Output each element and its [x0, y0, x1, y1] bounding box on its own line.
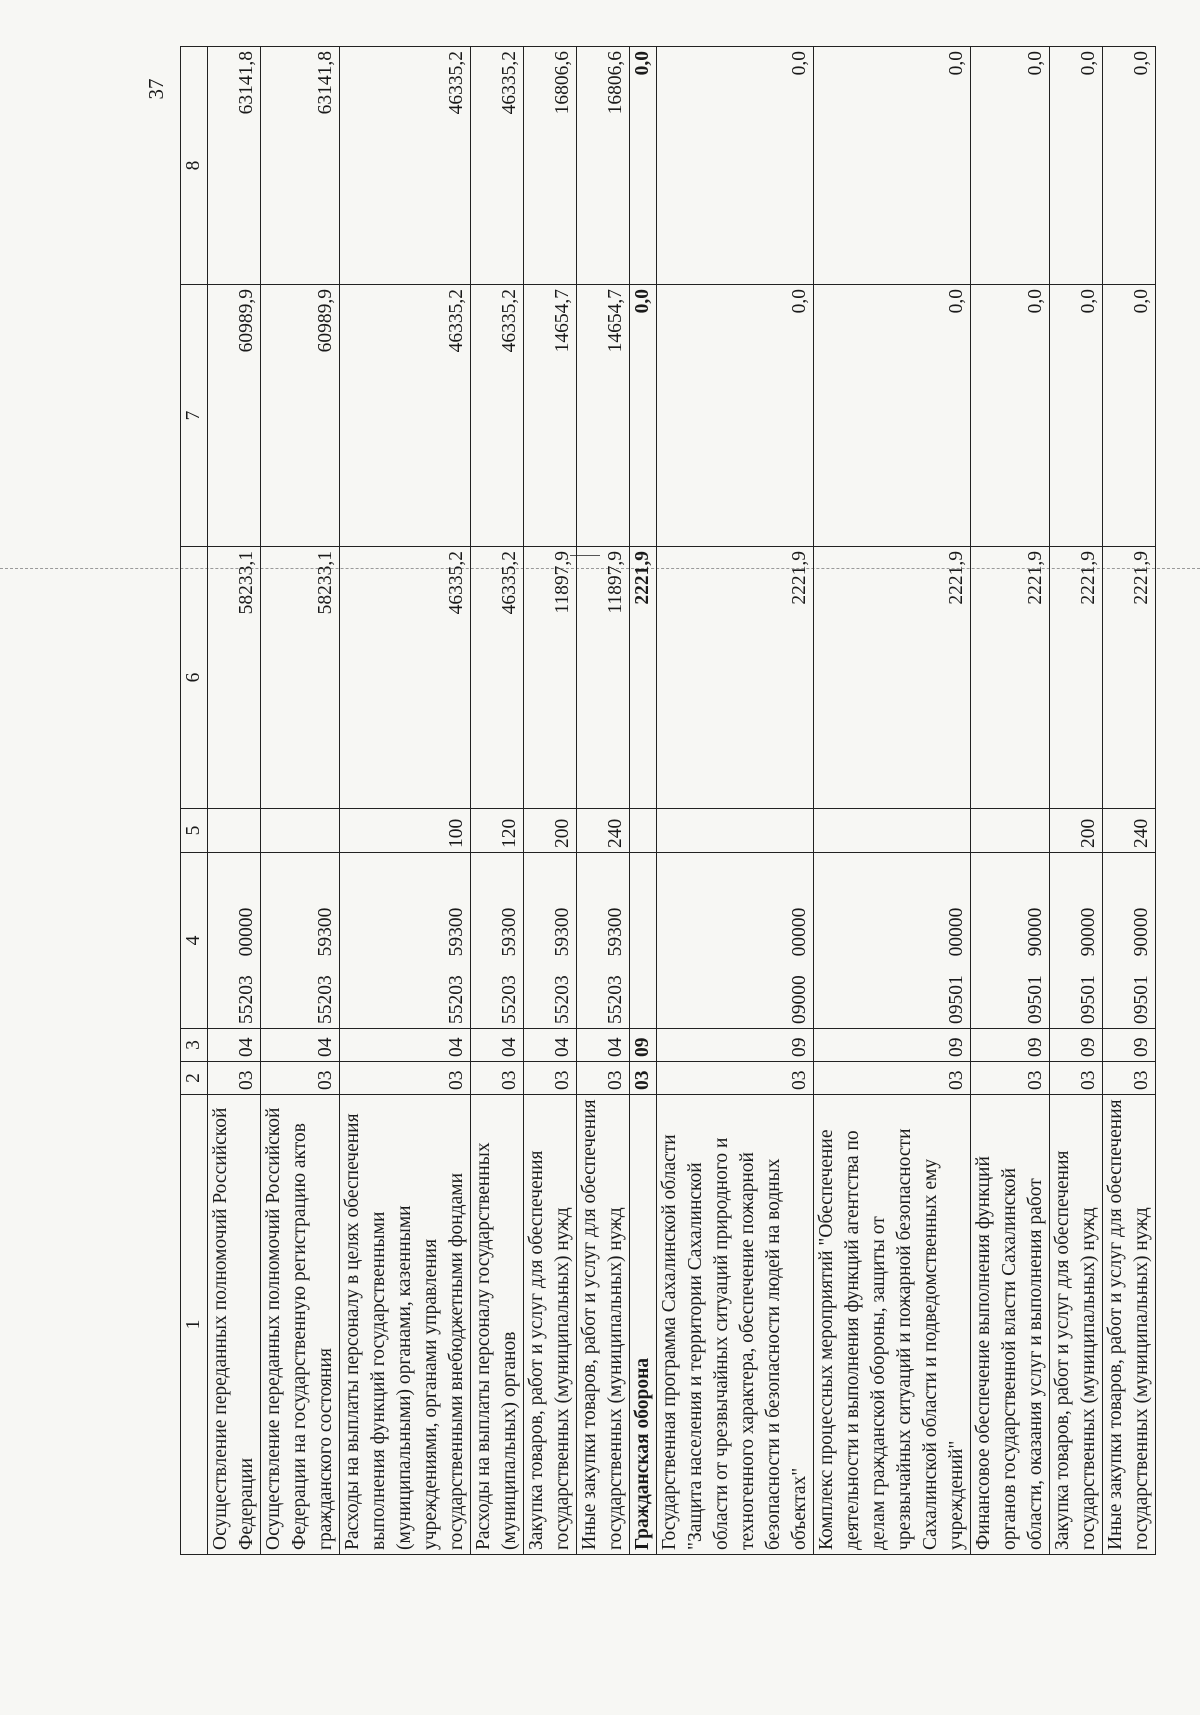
- amount-year-3: 63141,8: [208, 47, 261, 285]
- row-name: Комплекс процессных мероприятий "Обеспечение деятельности и выполнения функций агентства по делам гражданской обороны, защиты от чрезвычайных ситуаций и пожарной безопасности Сахалинской области и подведомственных ему учреждений": [814, 1095, 971, 1555]
- amount-year-2: 0,0: [1050, 285, 1103, 547]
- subsection-code: 04: [340, 1029, 471, 1062]
- row-name: Гражданская оборона: [630, 1095, 657, 1555]
- target-article-code: [630, 853, 657, 1029]
- subsection-code: 04: [208, 1029, 261, 1062]
- col-header-6: 6: [181, 547, 208, 809]
- table-body: [208, 47, 1156, 1555]
- amount-year-1: 2221,9: [630, 547, 657, 809]
- expense-type-code: 100: [340, 809, 471, 853]
- target-article-code: 55203 59300: [340, 853, 471, 1029]
- col-header-7: 7: [181, 285, 208, 547]
- row-name: Финансовое обеспечение выполнения функций органов государственной власти Сахалинской области, оказания услуг и выполнения работ: [971, 1095, 1050, 1555]
- amount-year-2: 0,0: [971, 285, 1050, 547]
- col-header-8: 8: [181, 47, 208, 285]
- rotated-page: [132, 47, 1152, 1555]
- expense-type-code: [814, 809, 971, 853]
- col-header-5: 5: [181, 809, 208, 853]
- target-article-code: 09501 90000: [971, 853, 1050, 1029]
- expense-type-code: 240: [1103, 809, 1156, 853]
- section-code: 03: [261, 1062, 340, 1095]
- subsection-code: 04: [471, 1029, 524, 1062]
- amount-year-3: 0,0: [630, 47, 657, 285]
- row-name: Иные закупки товаров, работ и услуг для обеспечения государственных (муниципальных) нужд: [1103, 1095, 1156, 1555]
- amount-year-3: 16806,6: [577, 47, 630, 285]
- amount-year-1: 11897,9: [577, 547, 630, 809]
- expense-type-code: [971, 809, 1050, 853]
- col-header-1: 1: [181, 1095, 208, 1555]
- amount-year-2: 60989,9: [208, 285, 261, 547]
- table-row: [261, 47, 340, 1555]
- row-name: Иные закупки товаров, работ и услуг для обеспечения государственных (муниципальных) нужд: [577, 1095, 630, 1555]
- col-header-2: 2: [181, 1062, 208, 1095]
- subsection-code: 09: [630, 1029, 657, 1062]
- target-article-code: 09501 00000: [814, 853, 971, 1029]
- amount-year-2: 46335,2: [471, 285, 524, 547]
- target-article-code: 55203 59300: [524, 853, 577, 1029]
- budget-table: [180, 46, 1156, 1555]
- amount-year-1: 2221,9: [1050, 547, 1103, 809]
- section-code: 03: [630, 1062, 657, 1095]
- amount-year-1: 2221,9: [1103, 547, 1156, 809]
- amount-year-3: 0,0: [814, 47, 971, 285]
- amount-year-1: 2221,9: [971, 547, 1050, 809]
- amount-year-1: 46335,2: [471, 547, 524, 809]
- amount-year-2: 0,0: [814, 285, 971, 547]
- section-code: 03: [814, 1062, 971, 1095]
- expense-type-code: 200: [524, 809, 577, 853]
- amount-year-3: 16806,6: [524, 47, 577, 285]
- expense-type-code: 120: [471, 809, 524, 853]
- row-name: Осуществление переданных полномочий Российской Федерации на государственную регистрацию актов гражданского состояния: [261, 1095, 340, 1555]
- target-article-code: 09501 90000: [1050, 853, 1103, 1029]
- table-row: [814, 47, 971, 1555]
- amount-year-2: 14654,7: [524, 285, 577, 547]
- amount-year-2: 46335,2: [340, 285, 471, 547]
- subsection-code: 04: [524, 1029, 577, 1062]
- amount-year-1: 58233,1: [208, 547, 261, 809]
- section-code: 03: [657, 1062, 814, 1095]
- target-article-code: 09000 00000: [657, 853, 814, 1029]
- section-code: 03: [524, 1062, 577, 1095]
- row-name: Расходы на выплаты персоналу государственных (муниципальных) органов: [471, 1095, 524, 1555]
- subsection-code: 09: [1103, 1029, 1156, 1062]
- row-name: Осуществление переданных полномочий Российской Федерации: [208, 1095, 261, 1555]
- subsection-code: 09: [1050, 1029, 1103, 1062]
- amount-year-3: 0,0: [1050, 47, 1103, 285]
- section-code: 03: [577, 1062, 630, 1095]
- expense-type-code: [657, 809, 814, 853]
- table-row: [657, 47, 814, 1555]
- amount-year-3: 0,0: [657, 47, 814, 285]
- amount-year-2: 0,0: [657, 285, 814, 547]
- section-code: 03: [471, 1062, 524, 1095]
- amount-year-3: 46335,2: [471, 47, 524, 285]
- table-row: [340, 47, 471, 1555]
- amount-year-2: 0,0: [630, 285, 657, 547]
- subsection-code: 09: [814, 1029, 971, 1062]
- expense-type-code: 240: [577, 809, 630, 853]
- amount-year-3: 0,0: [1103, 47, 1156, 285]
- expense-type-code: [630, 809, 657, 853]
- target-article-code: 55203 59300: [261, 853, 340, 1029]
- amount-year-1: 2221,9: [657, 547, 814, 809]
- target-article-code: 55203 59300: [471, 853, 524, 1029]
- expense-type-code: 200: [1050, 809, 1103, 853]
- table-row: [577, 47, 630, 1555]
- subsection-code: 09: [657, 1029, 814, 1062]
- table-row: [971, 47, 1050, 1555]
- subsection-code: 04: [261, 1029, 340, 1062]
- amount-year-1: 2221,9: [814, 547, 971, 809]
- expense-type-code: [261, 809, 340, 853]
- amount-year-3: 0,0: [971, 47, 1050, 285]
- amount-year-3: 46335,2: [340, 47, 471, 285]
- target-article-code: 55203 59300: [577, 853, 630, 1029]
- amount-year-1: 46335,2: [340, 547, 471, 809]
- row-name: Расходы на выплаты персоналу в целях обеспечения выполнения функций государственными (муниципальными) органами, казенными учреждениями, органами управления государственными внебюджетными фондами: [340, 1095, 471, 1555]
- row-name: Закупка товаров, работ и услуг для обеспечения государственных (муниципальных) нужд: [524, 1095, 577, 1555]
- amount-year-2: 0,0: [1103, 285, 1156, 547]
- table-row: [208, 47, 261, 1555]
- subsection-code: 09: [971, 1029, 1050, 1062]
- table-row: [1103, 47, 1156, 1555]
- row-name: Закупка товаров, работ и услуг для обеспечения государственных (муниципальных) нужд: [1050, 1095, 1103, 1555]
- row-name: Государственная программа Сахалинской области "Защита населения и территории Сахалинской области от чрезвычайных ситуаций природного и техногенного характера, обеспечение пожарной безопасности и безопасности людей на водных объектах": [657, 1095, 814, 1555]
- amount-year-3: 63141,8: [261, 47, 340, 285]
- section-code: 03: [340, 1062, 471, 1095]
- col-header-4: 4: [181, 853, 208, 1029]
- section-code: 03: [971, 1062, 1050, 1095]
- amount-year-1: 58233,1: [261, 547, 340, 809]
- table-row: [471, 47, 524, 1555]
- amount-year-2: 14654,7: [577, 285, 630, 547]
- table-row: [630, 47, 657, 1555]
- section-code: 03: [208, 1062, 261, 1095]
- amount-year-1: 11897,9: [524, 547, 577, 809]
- table-row: [524, 47, 577, 1555]
- amount-year-2: 60989,9: [261, 285, 340, 547]
- section-code: 03: [1050, 1062, 1103, 1095]
- header-row: [181, 47, 208, 1555]
- target-article-code: 55203 00000: [208, 853, 261, 1029]
- subsection-code: 04: [577, 1029, 630, 1062]
- col-header-3: 3: [181, 1029, 208, 1062]
- page-number: 37: [144, 78, 168, 100]
- expense-type-code: [208, 809, 261, 853]
- table-row: [1050, 47, 1103, 1555]
- target-article-code: 09501 90000: [1103, 853, 1156, 1029]
- section-code: 03: [1103, 1062, 1156, 1095]
